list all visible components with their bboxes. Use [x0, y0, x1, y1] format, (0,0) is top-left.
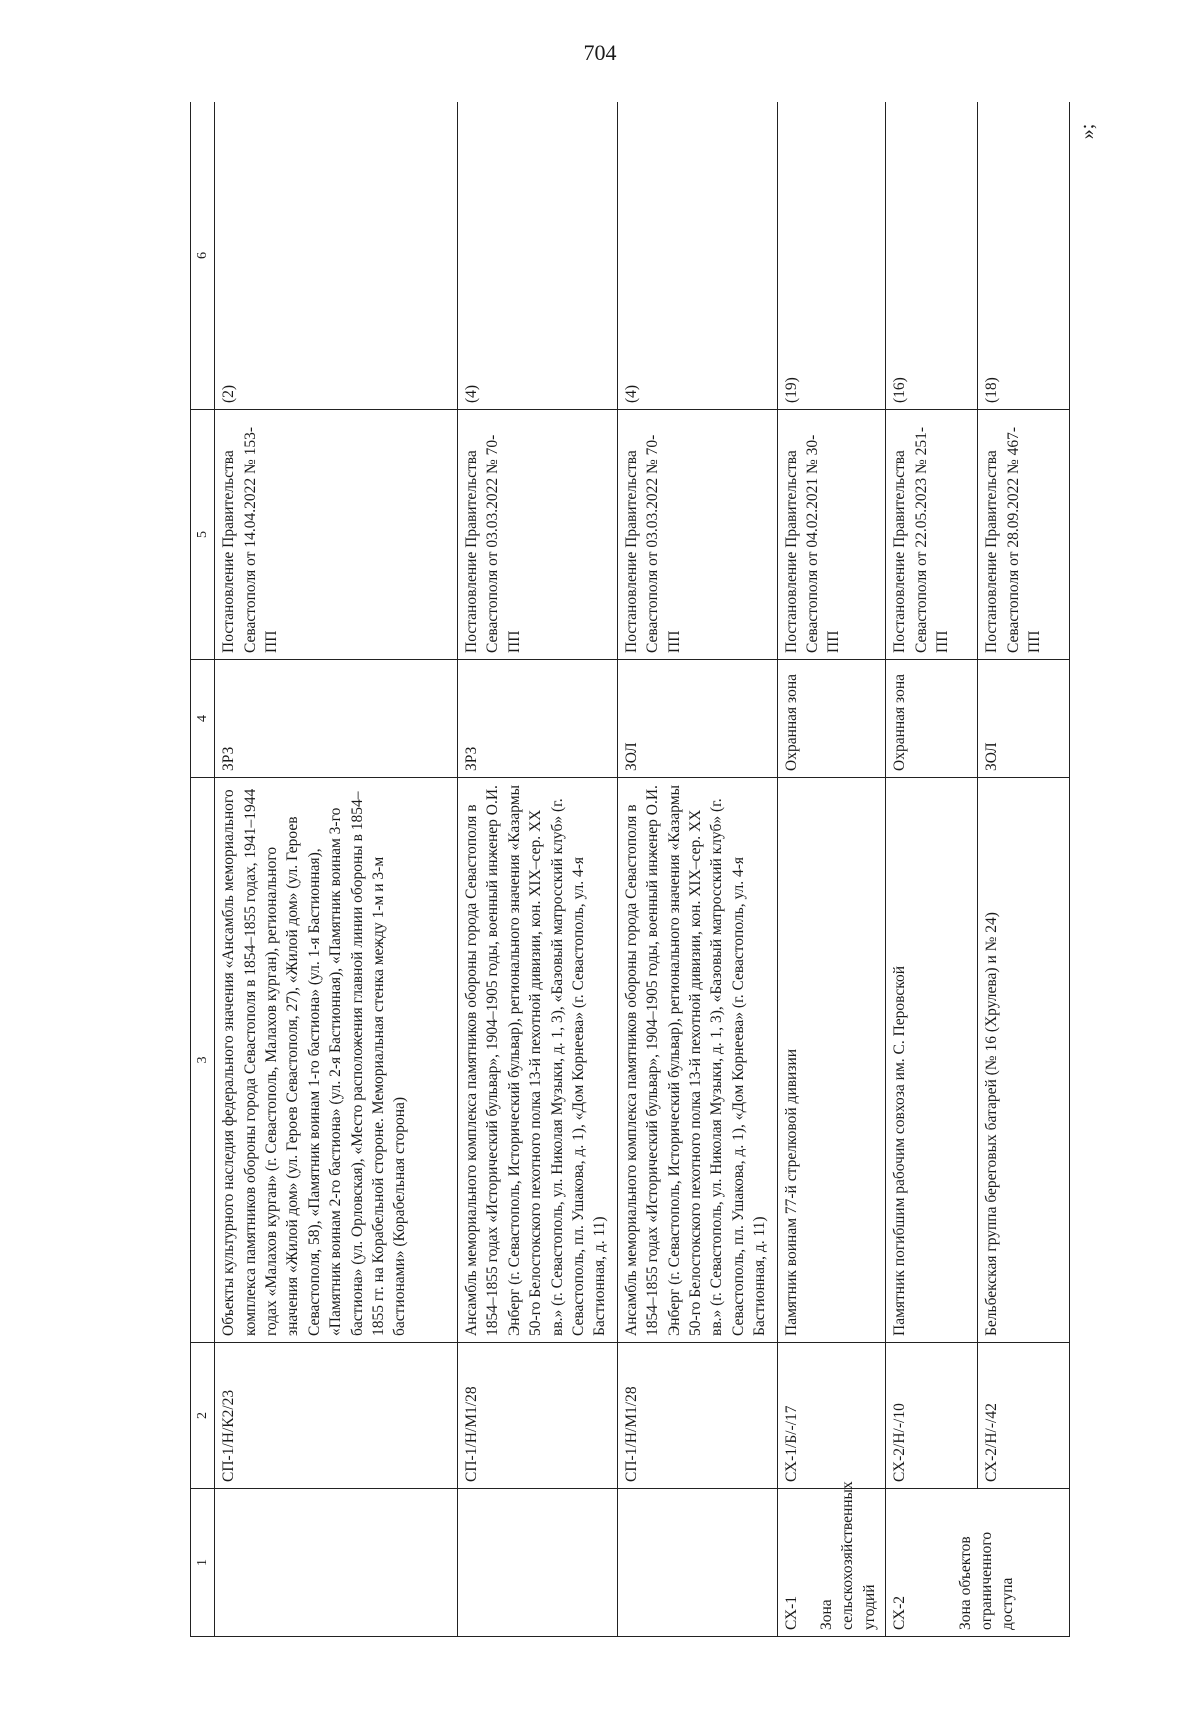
- header-col-5: 5: [191, 410, 215, 660]
- ref-cell: (4): [617, 102, 777, 410]
- closing-quote-mark: »;: [1076, 123, 1099, 140]
- code-cell: СП-1/Н/К2/23: [215, 1343, 458, 1489]
- ref-cell: (2): [215, 102, 458, 410]
- zone-name: Зона сельскохозяйственных угодий: [818, 1481, 878, 1630]
- header-col-3: 3: [191, 778, 215, 1343]
- type-cell: ЗОЛ: [978, 660, 1070, 778]
- code-cell: СХ-2/Н/-/42: [978, 1343, 1070, 1489]
- document-cell: Постановление Правительства Севастополя от 04.02.2021 № 30-ПП: [777, 410, 886, 660]
- document-cell: Постановление Правительства Севастополя от 03.03.2022 № 70-ПП: [617, 410, 777, 660]
- description-cell: Бельбекская группа береговых батарей (№ 16 (Хрулева) и № 24): [978, 778, 1070, 1343]
- ref-cell: (4): [458, 102, 618, 410]
- table-row: [886, 102, 978, 1637]
- ref-cell: (18): [978, 102, 1070, 410]
- code-cell: СХ-2/Н/-/10: [886, 1343, 978, 1489]
- code-cell: СП-1/Н/М1/28: [617, 1343, 777, 1489]
- table-header-row: [191, 102, 215, 1637]
- zone-cell: [617, 1489, 777, 1637]
- document-cell: Постановление Правительства Севастополя от 14.04.2022 № 153-ПП: [215, 410, 458, 660]
- document-cell: Постановление Правительства Севастополя от 28.09.2022 № 467-ПП: [978, 410, 1070, 660]
- zone-code: СХ-1: [782, 1595, 800, 1630]
- zone-cell: [777, 1481, 886, 1637]
- description-cell: Памятник погибшим рабочим совхоза им. С. Перовской: [886, 778, 978, 1343]
- ref-cell: (16): [886, 102, 978, 410]
- header-col-1: 1: [191, 1489, 215, 1637]
- description-cell: Памятник воинам 77-й стрелковой дивизии: [777, 778, 886, 1343]
- document-cell: Постановление Правительства Севастополя от 03.03.2022 № 70-ПП: [458, 410, 618, 660]
- zone-cell: [458, 1489, 618, 1637]
- table-row: [458, 102, 618, 1637]
- ref-cell: (19): [777, 102, 886, 410]
- description-cell: Объекты культурного наследия федерального значения «Ансамбль мемориального комплекса памятников обороны города Севастополя в 1854–1855 годах, 1941–1944 годах «Малахов курган» (г. Севастополь, Малахов курган), регионального значения «Жилой дом» (ул. Героев Севастополя, 27), «Жилой дом» (ул. Героев Севастополя, 58), «Памятник воинам 1-го бастиона» (ул. 1-я Бастионная), «Памятник воинам 2-го бастиона» (ул. 2-я Бастионная), «Памятник воинам 3-го бастиона» (ул. Орловская), «Место расположения главной линии обороны в 1854–1855 гг. на Корабельной стороне. Мемориальная стенка между 1-м и 3-м бастионами» (Корабельная сторона): [215, 778, 458, 1343]
- zone-cell: [886, 1489, 1070, 1637]
- table-row: [978, 102, 1070, 1637]
- header-col-4: 4: [191, 660, 215, 778]
- zone-code: СХ-2: [891, 1595, 909, 1630]
- header-col-2: 2: [191, 1343, 215, 1489]
- page-number: 704: [583, 40, 617, 65]
- type-cell: ЗОЛ: [617, 660, 777, 778]
- table-row: [215, 102, 458, 1637]
- zone-name: Зона объектов ограниченного доступа: [956, 1531, 1017, 1630]
- zone-cell: [215, 1489, 458, 1637]
- code-cell: СП-1/Н/М1/28: [458, 1343, 618, 1489]
- table-row: [617, 102, 777, 1637]
- rotated-table-container: [190, 102, 1070, 1637]
- zones-table: [190, 102, 1070, 1637]
- description-cell: Ансамбль мемориального комплекса памятников обороны города Севастополя в 1854–1855 годах «Исторический бульвар», 1904–1905 годы, военный инженер О.И. Энберг (г. Севастополь, Исторический бульвар), регионального значения «Казармы 50-го Белостокского пехотного полка 13-й пехотной дивизии, кон. XIX–сер. XX вв.» (г. Севастополь, ул. Николая Музыки, д. 1, 3), «Базовый матросский клуб» (г. Севастополь, пл. Ушакова, д. 1), «Дом Корнеева» (г. Севастополь, ул. 4-я Бастионная, д. 11): [458, 778, 618, 1343]
- type-cell: ЗРЗ: [458, 660, 618, 778]
- type-cell: ЗРЗ: [215, 660, 458, 778]
- code-cell: СХ-1/Б/-/17: [777, 1343, 886, 1489]
- document-cell: Постановление Правительства Севастополя от 22.05.2023 № 251-ПП: [886, 410, 978, 660]
- header-col-6: 6: [191, 102, 215, 410]
- table-row: [777, 102, 886, 1637]
- type-cell: Охранная зона: [777, 660, 886, 778]
- type-cell: Охранная зона: [886, 660, 978, 778]
- description-cell: Ансамбль мемориального комплекса памятников обороны города Севастополя в 1854–1855 годах «Исторический бульвар», 1904–1905 годы, военный инженер О.И. Энберг (г. Севастополь, Исторический бульвар), регионального значения «Казармы 50-го Белостокского пехотного полка 13-й пехотной дивизии, кон. XIX–сер. XX вв.» (г. Севастополь, ул. Николая Музыки, д. 1, 3), «Базовый матросский клуб» (г. Севастополь, пл. Ушакова, д. 1), «Дом Корнеева» (г. Севастополь, ул. 4-я Бастионная, д. 11): [617, 778, 777, 1343]
